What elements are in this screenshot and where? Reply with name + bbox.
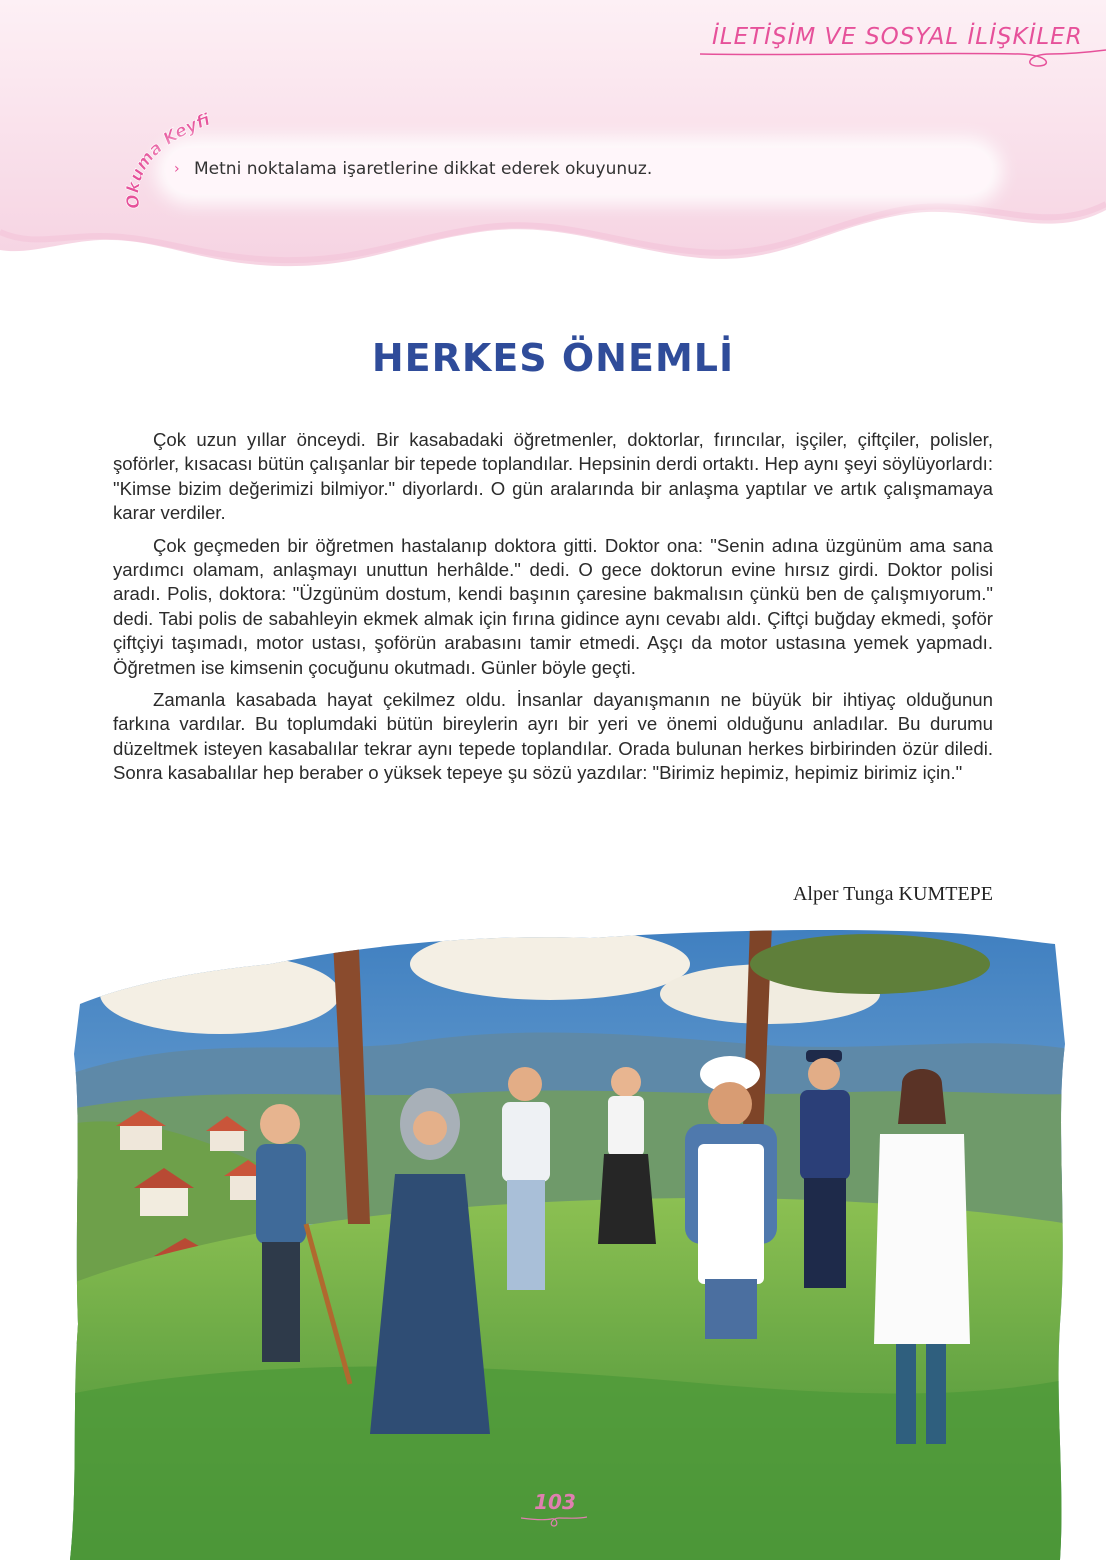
- story-paragraph-2: Çok geçmeden bir öğretmen hastalanıp doktora gitti. Doktor ona: "Senin adına üzgünüm ama sana yardımcı olamam, anlaşmayı unuttun herhâlde." dedi. O gece doktorun evine hırsız girdi. Doktor polisi aradı. Polis, doktora: "Üzgünüm dostum, kendi başının çaresine bakmalısın çünkü ben de çalışmıyorum." dedi. Tabi polis de sabahleyin ekmek almak için fırına gidince aynı cevabı aldı. Çiftçi buğday ekmedi, şoför çiftçiyi taşımadı, motor ustası, şoförün arabasını tamir etmedi. Aşçı da motor ustasına yemek yapmadı. Öğretmen ise kimsenin çocuğunu okutmadı. Günler böyle geçti.: [113, 534, 993, 678]
- instruction-bullet: ›: [174, 161, 180, 177]
- unit-title: İLETİŞİM VE SOSYAL İLİŞKİLER: [712, 24, 1083, 50]
- unit-title-underline: [700, 46, 1106, 74]
- story-paragraph-3: Zamanla kasabada hayat çekilmez oldu. İnsanlar dayanışmanın ne büyük bir ihtiyaç olduğunun farkına vardılar. Bu toplumdaki bütün bireylerin ayrı bir yeri ve önemi olduğunu anladılar. Bu durumu düzeltmek isteyen kasabalılar tekrar aynı tepede toplandılar. Orada bulunan herkes birbirinden özür diledi. Sonra kasabalılar hep beraber o yüksek tepeye şu sözü yazdılar: "Birimiz hepimiz, hepimiz birimiz için.": [113, 689, 993, 784]
- page-number: 103: [534, 1490, 576, 1514]
- illustration-hilltop-workers: [70, 924, 1070, 1560]
- story-paragraph-1: Çok uzun yıllar önceydi. Bir kasabadaki öğretmenler, doktorlar, fırıncılar, işçiler, çiftçiler, polisler, şoförler, kısacası bütün çalışanlar bir tepede toplandılar. Hepsinin derdi ortaktı. Hep aynı şeyi söylüyorlardı: "Kimse bizim değerimizi bilmiyor." diyorlardı. O gün aralarında bir anlaşma yaptılar ve artık çalışmamaya karar verdiler.: [113, 429, 993, 524]
- badge-label: Okuma Keyfi: [122, 109, 213, 210]
- story-body: [113, 428, 993, 794]
- author-name: Alper Tunga KUMTEPE: [792, 883, 993, 905]
- instruction-text: Metni noktalama işaretlerine dikkat ederek okuyunuz.: [194, 159, 653, 179]
- story-title: HERKES ÖNEMLİ: [371, 336, 735, 380]
- page-number-ornament: [521, 1514, 587, 1530]
